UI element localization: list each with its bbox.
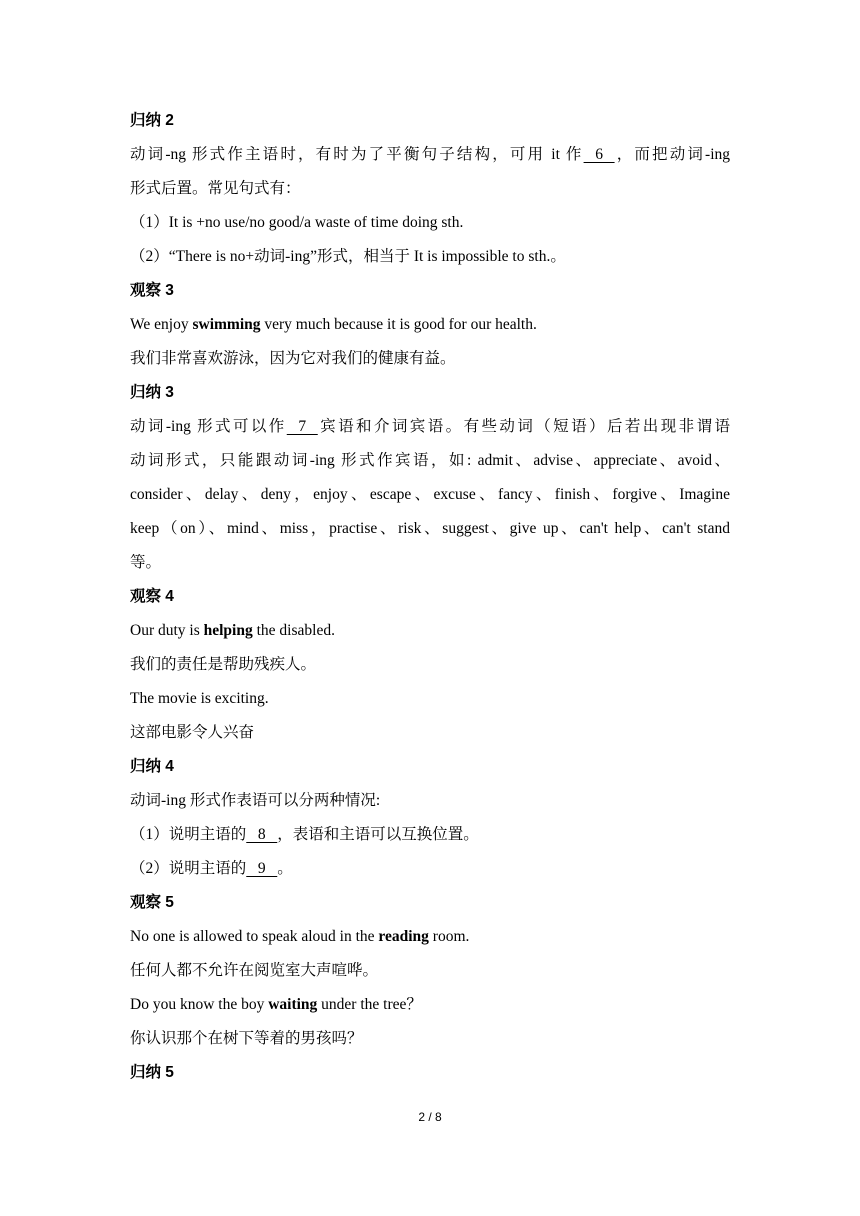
observe-5-chinese-1: 任何人都不允许在阅览室大声喧哗。	[130, 962, 379, 979]
summary-3-line-4: keep（on）、mind、miss，practise、risk、suggest、give up、can't help、can't stand	[130, 520, 730, 537]
answer-blank-6[interactable]: 6	[583, 146, 615, 163]
text: 动词-ing 形式可以作	[130, 418, 287, 435]
keyword: swimming	[192, 316, 261, 333]
observe-5-english-1	[130, 920, 730, 954]
summary-3-line-3: consider、delay、deny，enjoy、escape、excuse、fancy、finish、forgive、Imagine	[130, 486, 730, 503]
summary-2-line-3: （1）It is +no use/no good/a waste of time doing sth.	[130, 214, 464, 231]
summary-4-line-1: 动词-ing 形式作表语可以分两种情况:	[130, 792, 381, 809]
summary-4-line-3	[130, 852, 730, 886]
text: room.	[428, 928, 470, 945]
text: very much because it is good for our health.	[260, 316, 537, 333]
page-number: 2 / 8	[418, 1110, 442, 1124]
keyword: helping	[203, 622, 253, 639]
heading-summary-2: 归纳 2	[130, 112, 174, 129]
summary-3-line-5: 等。	[130, 554, 162, 571]
text: 。	[277, 860, 293, 877]
answer-blank-7[interactable]: 7	[286, 418, 318, 435]
observe-3-english	[130, 308, 730, 342]
text: 动词-ng 形式作主语时，有时为了平衡句子结构，可用 it 作	[130, 146, 584, 163]
heading-observe-3: 观察 3	[130, 282, 174, 299]
document-body	[130, 104, 730, 1090]
heading-summary-5: 归纳 5	[130, 1064, 174, 1081]
text: ，表语和主语可以互换位置。	[277, 826, 479, 843]
observe-5-chinese-2: 你认识那个在树下等着的男孩吗？	[130, 1030, 363, 1047]
heading-summary-3: 归纳 3	[130, 384, 174, 401]
summary-4-line-2	[130, 818, 730, 852]
text: ，而把动词-ing	[614, 146, 731, 163]
heading-observe-5: 观察 5	[130, 894, 174, 911]
observe-5-english-2	[130, 988, 730, 1022]
heading-observe-4: 观察 4	[130, 588, 174, 605]
summary-2-line-4: （2）“There is no+动词-ing”形式，相当于 It is impossible to sth.。	[130, 248, 566, 265]
answer-blank-8[interactable]: 8	[246, 826, 278, 843]
text: under the tree？	[317, 996, 422, 1013]
heading-summary-4: 归纳 4	[130, 758, 174, 775]
text: Do you know the boy	[130, 996, 269, 1013]
observe-4-english-1	[130, 614, 730, 648]
answer-blank-9[interactable]: 9	[246, 860, 278, 877]
text: We enjoy	[130, 316, 193, 333]
observe-3-chinese: 我们非常喜欢游泳，因为它对我们的健康有益。	[130, 350, 456, 367]
summary-3-line-1	[130, 410, 730, 444]
summary-3-line-2: 动词形式，只能跟动词-ing 形式作宾语，如: admit、advise、appreciate、avoid、	[130, 452, 730, 469]
summary-2-line-1	[130, 138, 730, 172]
text: （2）说明主语的	[130, 860, 247, 877]
text: the disabled.	[252, 622, 335, 639]
observe-4-english-2: The movie is exciting.	[130, 690, 269, 707]
text: Our duty is	[130, 622, 204, 639]
text: （1）说明主语的	[130, 826, 247, 843]
keyword: reading	[378, 928, 429, 945]
observe-4-chinese-1: 我们的责任是帮助残疾人。	[130, 656, 317, 673]
observe-4-chinese-2: 这部电影令人兴奋	[130, 724, 255, 741]
keyword: waiting	[268, 996, 318, 1013]
text: 宾语和介词宾语。有些动词（短语）后若出现非谓语	[317, 418, 731, 435]
summary-2-line-2: 形式后置。常见句式有：	[130, 180, 301, 197]
text: No one is allowed to speak aloud in the	[130, 928, 379, 945]
